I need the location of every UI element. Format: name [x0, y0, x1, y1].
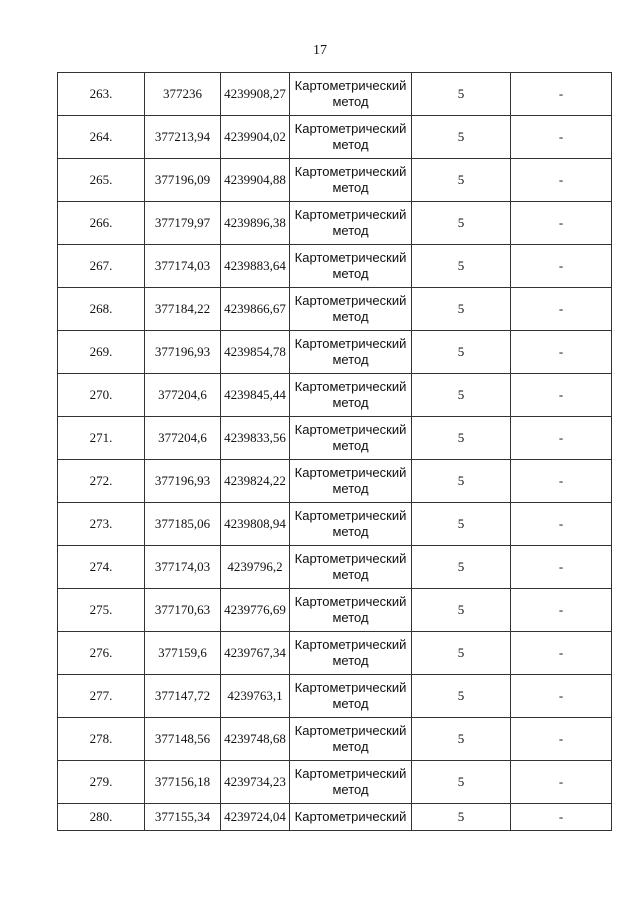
table-row: [58, 116, 612, 159]
x-coordinate-cell: 377236: [145, 73, 221, 116]
x-coordinate-cell: 377185,06: [145, 503, 221, 546]
method-line-2: метод: [332, 481, 369, 496]
accuracy-cell: 5: [412, 331, 511, 374]
point-number-cell: 268.: [58, 288, 145, 331]
method-line-1: Картометрический: [294, 637, 407, 652]
method-line-1: Картометрический: [294, 723, 407, 738]
accuracy-cell: 5: [412, 159, 511, 202]
note-cell: -: [511, 202, 612, 245]
point-number-cell: 274.: [58, 546, 145, 589]
table-row: [58, 718, 612, 761]
method-line-1: Картометрический: [294, 207, 407, 222]
table-row: [58, 804, 612, 831]
accuracy-cell: 5: [412, 718, 511, 761]
accuracy-cell: 5: [412, 288, 511, 331]
accuracy-cell: 5: [412, 116, 511, 159]
x-coordinate-cell: 377148,56: [145, 718, 221, 761]
page-number: 17: [313, 43, 327, 58]
method-line-2: метод: [332, 309, 369, 324]
method-line-2: метод: [332, 610, 369, 625]
note-cell: -: [511, 116, 612, 159]
y-coordinate-cell: 4239776,69: [221, 589, 290, 632]
accuracy-cell: 5: [412, 675, 511, 718]
point-number-cell: 276.: [58, 632, 145, 675]
note-cell: -: [511, 589, 612, 632]
point-number-cell: 264.: [58, 116, 145, 159]
x-coordinate-cell: 377196,09: [145, 159, 221, 202]
method-line-1: Картометрический: [294, 594, 407, 609]
point-number-cell: 275.: [58, 589, 145, 632]
method-line-1: Картометрический: [294, 379, 407, 394]
y-coordinate-cell: 4239767,34: [221, 632, 290, 675]
method-cell: [290, 73, 412, 116]
point-number-cell: 266.: [58, 202, 145, 245]
method-cell: [290, 116, 412, 159]
coordinates-table-body: [58, 73, 612, 831]
x-coordinate-cell: 377213,94: [145, 116, 221, 159]
method-line-2: метод: [332, 567, 369, 582]
method-cell: [290, 374, 412, 417]
method-line-2: метод: [332, 696, 369, 711]
method-line-2: метод: [332, 438, 369, 453]
method-line-1: Картометрический: [294, 293, 407, 308]
accuracy-cell: 5: [412, 804, 511, 831]
note-cell: -: [511, 159, 612, 202]
accuracy-cell: 5: [412, 589, 511, 632]
point-number-cell: 267.: [58, 245, 145, 288]
table-row: [58, 374, 612, 417]
note-cell: -: [511, 632, 612, 675]
point-number-cell: 270.: [58, 374, 145, 417]
table-row: [58, 159, 612, 202]
note-cell: -: [511, 546, 612, 589]
table-row: [58, 460, 612, 503]
method-cell: [290, 761, 412, 804]
method-line-1: Картометрический: [294, 465, 407, 480]
point-number-cell: 278.: [58, 718, 145, 761]
method-line-2: метод: [332, 94, 369, 109]
table-row: [58, 331, 612, 374]
method-line-2: метод: [332, 266, 369, 281]
point-number-cell: 272.: [58, 460, 145, 503]
note-cell: -: [511, 675, 612, 718]
method-line-1: Картометрический: [294, 766, 407, 781]
method-line-1: Картометрический: [294, 551, 407, 566]
method-cell: [290, 288, 412, 331]
method-line-1: Картометрический: [294, 78, 407, 93]
x-coordinate-cell: 377204,6: [145, 417, 221, 460]
method-line-1: Картометрический: [294, 809, 407, 824]
method-line-2: метод: [332, 180, 369, 195]
method-cell: [290, 331, 412, 374]
x-coordinate-cell: 377184,22: [145, 288, 221, 331]
method-cell: [290, 417, 412, 460]
method-line-2: метод: [332, 352, 369, 367]
point-number-cell: 279.: [58, 761, 145, 804]
point-number-cell: 269.: [58, 331, 145, 374]
method-cell: [290, 804, 412, 831]
accuracy-cell: 5: [412, 73, 511, 116]
y-coordinate-cell: 4239763,1: [221, 675, 290, 718]
method-line-1: Картометрический: [294, 680, 407, 695]
method-cell: [290, 589, 412, 632]
method-line-2: метод: [332, 782, 369, 797]
note-cell: -: [511, 460, 612, 503]
y-coordinate-cell: 4239734,23: [221, 761, 290, 804]
accuracy-cell: 5: [412, 761, 511, 804]
x-coordinate-cell: 377196,93: [145, 331, 221, 374]
accuracy-cell: 5: [412, 202, 511, 245]
method-cell: [290, 202, 412, 245]
y-coordinate-cell: 4239824,22: [221, 460, 290, 503]
point-number-cell: 263.: [58, 73, 145, 116]
table-row: [58, 761, 612, 804]
table-row: [58, 675, 612, 718]
x-coordinate-cell: 377179,97: [145, 202, 221, 245]
method-cell: [290, 546, 412, 589]
table-row: [58, 632, 612, 675]
accuracy-cell: 5: [412, 460, 511, 503]
note-cell: -: [511, 804, 612, 831]
method-line-2: метод: [332, 223, 369, 238]
accuracy-cell: 5: [412, 503, 511, 546]
note-cell: -: [511, 73, 612, 116]
method-cell: [290, 503, 412, 546]
x-coordinate-cell: 377159,6: [145, 632, 221, 675]
method-line-1: Картометрический: [294, 422, 407, 437]
y-coordinate-cell: 4239866,67: [221, 288, 290, 331]
point-number-cell: 277.: [58, 675, 145, 718]
note-cell: -: [511, 503, 612, 546]
table-row: [58, 73, 612, 116]
coordinates-table: [57, 72, 612, 831]
table-row: [58, 288, 612, 331]
note-cell: -: [511, 288, 612, 331]
method-cell: [290, 159, 412, 202]
method-line-2: метод: [332, 395, 369, 410]
y-coordinate-cell: 4239904,88: [221, 159, 290, 202]
point-number-cell: 265.: [58, 159, 145, 202]
table-row: [58, 546, 612, 589]
note-cell: -: [511, 245, 612, 288]
method-line-2: метод: [332, 653, 369, 668]
accuracy-cell: 5: [412, 546, 511, 589]
note-cell: -: [511, 718, 612, 761]
y-coordinate-cell: 4239883,64: [221, 245, 290, 288]
accuracy-cell: 5: [412, 632, 511, 675]
method-line-1: Картометрический: [294, 336, 407, 351]
y-coordinate-cell: 4239904,02: [221, 116, 290, 159]
table-row: [58, 503, 612, 546]
point-number-cell: 280.: [58, 804, 145, 831]
accuracy-cell: 5: [412, 245, 511, 288]
method-cell: [290, 718, 412, 761]
method-cell: [290, 245, 412, 288]
point-number-cell: 271.: [58, 417, 145, 460]
note-cell: -: [511, 761, 612, 804]
x-coordinate-cell: 377196,93: [145, 460, 221, 503]
table-row: [58, 589, 612, 632]
note-cell: -: [511, 331, 612, 374]
method-line-2: метод: [332, 137, 369, 152]
x-coordinate-cell: 377156,18: [145, 761, 221, 804]
y-coordinate-cell: 4239833,56: [221, 417, 290, 460]
y-coordinate-cell: 4239854,78: [221, 331, 290, 374]
method-line-2: метод: [332, 524, 369, 539]
method-cell: [290, 675, 412, 718]
table-row: [58, 417, 612, 460]
y-coordinate-cell: 4239845,44: [221, 374, 290, 417]
accuracy-cell: 5: [412, 374, 511, 417]
y-coordinate-cell: 4239808,94: [221, 503, 290, 546]
method-line-1: Картометрический: [294, 121, 407, 136]
table-row: [58, 202, 612, 245]
method-line-1: Картометрический: [294, 508, 407, 523]
method-cell: [290, 632, 412, 675]
method-cell: [290, 460, 412, 503]
y-coordinate-cell: 4239896,38: [221, 202, 290, 245]
x-coordinate-cell: 377147,72: [145, 675, 221, 718]
y-coordinate-cell: 4239796,2: [221, 546, 290, 589]
x-coordinate-cell: 377170,63: [145, 589, 221, 632]
table-row: [58, 245, 612, 288]
y-coordinate-cell: 4239724,04: [221, 804, 290, 831]
method-line-2: метод: [332, 739, 369, 754]
y-coordinate-cell: 4239748,68: [221, 718, 290, 761]
note-cell: -: [511, 417, 612, 460]
x-coordinate-cell: 377204,6: [145, 374, 221, 417]
note-cell: -: [511, 374, 612, 417]
y-coordinate-cell: 4239908,27: [221, 73, 290, 116]
accuracy-cell: 5: [412, 417, 511, 460]
point-number-cell: 273.: [58, 503, 145, 546]
method-line-1: Картометрический: [294, 164, 407, 179]
x-coordinate-cell: 377155,34: [145, 804, 221, 831]
x-coordinate-cell: 377174,03: [145, 546, 221, 589]
method-line-1: Картометрический: [294, 250, 407, 265]
x-coordinate-cell: 377174,03: [145, 245, 221, 288]
